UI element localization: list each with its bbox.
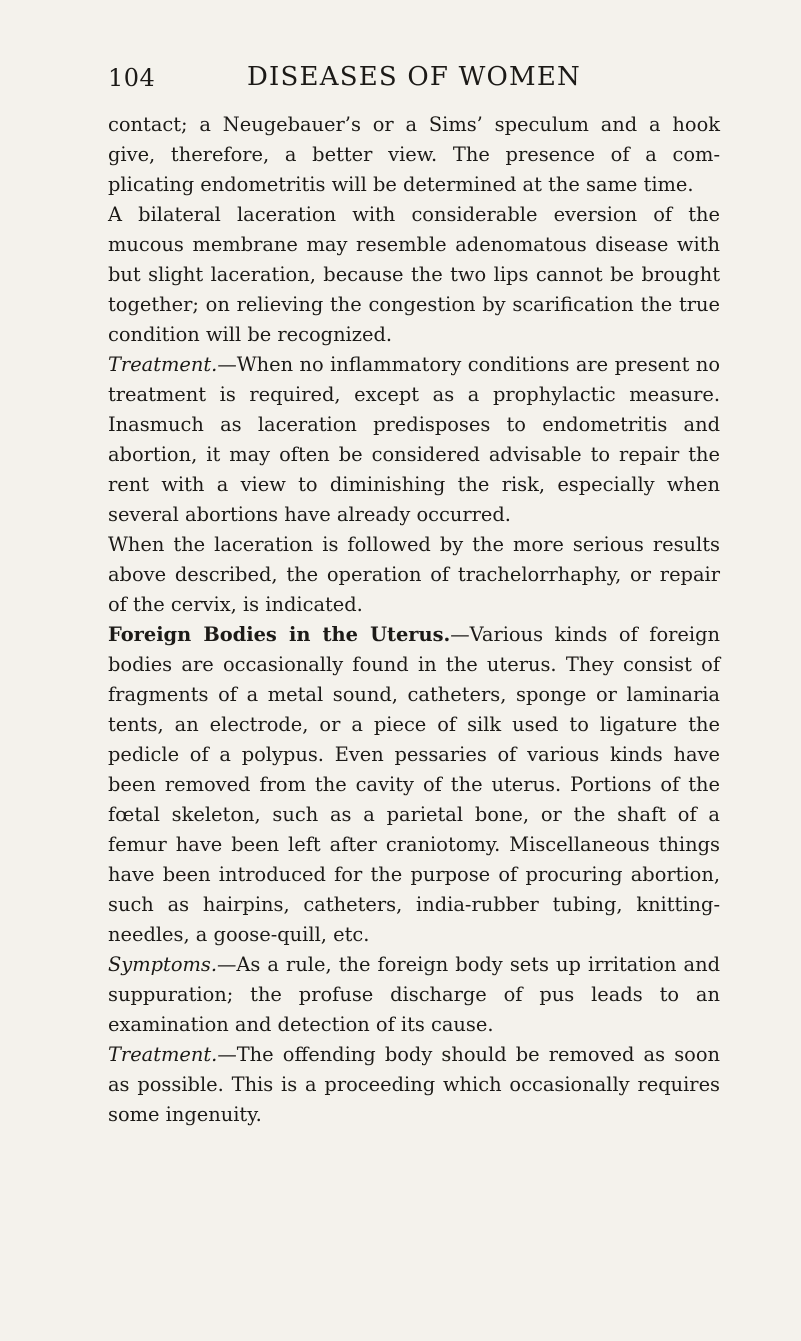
section-heading: Foreign Bodies in the Uterus. bbox=[108, 623, 451, 646]
running-title: DISEASES OF WOMEN bbox=[247, 62, 581, 92]
page-number: 104 bbox=[108, 64, 156, 92]
paragraph-text: —Various kinds of foreign bodies are occasionally found in the uterus. They consist of fragments of a metal sound, catheters, sponge or laminaria tents, an electrode, or a piece of silk used to ligature the pedicle of a polypus. Even pessaries of various kinds have been removed from the cavity of the uterus. Portions of the fœtal skeleton, such as a parietal bone, or the shaft of a femur have been left after craniotomy. Miscellaneous things have been introduced for the purpose of procuring abortion, such as hairpins, catheters, india-rubber tubing, knitting-needles, a goose-quill, etc. bbox=[108, 623, 720, 946]
paragraph-text: When the laceration is followed by the more serious results above described, the operation of trachelorrhaphy, or repair of the cervix, is indicated. bbox=[108, 533, 720, 616]
paragraph-text: —As a rule, the foreign body sets up irritation and suppuration; the profuse discharge of pus leads to an examination and detection of its cause. bbox=[108, 953, 720, 1036]
running-head bbox=[108, 58, 720, 98]
paragraph-symptoms bbox=[108, 950, 720, 1040]
paragraph-trachelorrhaphy bbox=[108, 530, 720, 620]
paragraph-text: —When no inflammatory conditions are present no treatment is required, except as a prophylactic measure. Inasmuch as laceration predisposes to endometritis and abortion, it may often be considered advisable to repair the rent with a view to diminishing the risk, especially when several abortions have already occurred. bbox=[108, 353, 720, 526]
paragraph-text: —The offending body should be removed as soon as possible. This is a proceeding which occasionally requires some ingenuity. bbox=[108, 1043, 720, 1126]
paragraph-text: contact; a Neugebauer’s or a Sims’ speculum and a hook give, therefore, a better view. The presence of a com-plicating endometritis will be determined at the same time. bbox=[108, 113, 720, 196]
paragraph-treatment-foreign-body bbox=[108, 1040, 720, 1130]
run-in-heading: Treatment. bbox=[108, 1043, 218, 1066]
paragraph-text: A bilateral laceration with considerable eversion of the mucous membrane may resemble adenomatous disease with but slight laceration, because the two lips cannot be brought together; on relieving the congestion by scarification the true condition will be recognized. bbox=[108, 203, 720, 346]
body-text bbox=[108, 110, 720, 1130]
run-in-heading: Treatment. bbox=[108, 353, 218, 376]
paragraph-foreign-bodies bbox=[108, 620, 720, 950]
paragraph-bilateral-laceration bbox=[108, 200, 720, 350]
paragraph-contact bbox=[108, 110, 720, 200]
paragraph-treatment-laceration bbox=[108, 350, 720, 530]
run-in-heading: Symptoms. bbox=[108, 953, 218, 976]
